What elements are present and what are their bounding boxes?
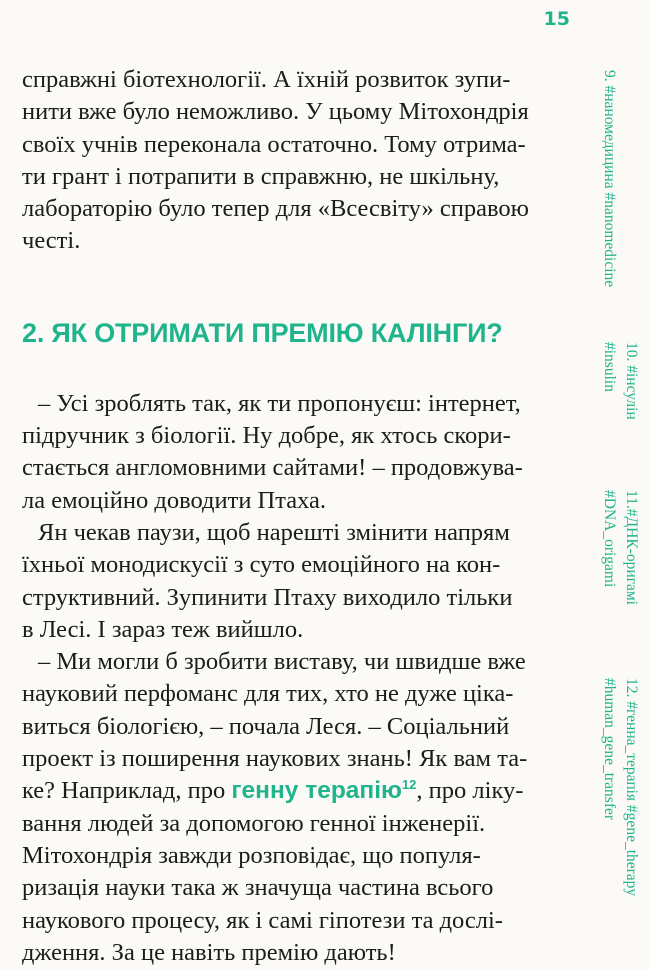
glossary-term-link[interactable] xyxy=(231,777,416,804)
text-line: в Лесі. І зараз теж вийшло. xyxy=(22,615,304,643)
margin-note-line: 12. #генна_терапія #gene_therapy xyxy=(623,678,640,897)
text-line: дження. За це навіть премію дають! xyxy=(22,938,396,966)
text-line: Ян чекав паузи, щоб нарешті змінити напрям xyxy=(38,518,510,546)
text-line: честі. xyxy=(22,227,81,255)
footnote-marker: 12 xyxy=(401,777,417,793)
text-line: проект із поширення наукових знань! Як вам та- xyxy=(22,745,528,773)
text-line: лабораторію було тепер для «Всесвіту» справою xyxy=(22,195,529,223)
margin-note-line: 11.#ДНК-оригамі xyxy=(623,490,640,605)
text-line: стається англомовними сайтами! – продовжува- xyxy=(22,454,523,482)
text-line: вання людей за допомогою генної інженерії. xyxy=(22,809,486,837)
text-line: їхньої монодискусії з суто емоційного на кон- xyxy=(22,551,501,579)
glossary-term-text: генну терапію xyxy=(231,777,402,805)
text-line: ризація науки така ж значуща частина всього xyxy=(22,874,494,902)
margin-note-11 xyxy=(598,490,642,605)
text-line: ла емоційно доводити Птаха. xyxy=(22,486,327,514)
margin-note-9 xyxy=(598,70,620,287)
margin-note-line: 9. #наномедицина #nanomedicine xyxy=(601,70,618,288)
text-line: ти грант і потрапити в справжню, не шкільну, xyxy=(22,162,500,190)
text-line-prefix: ке? Наприклад, про xyxy=(22,777,232,805)
margin-note-10 xyxy=(598,342,642,420)
text-line: нити вже було неможливо. У цьому Мітохондрія xyxy=(22,98,529,126)
text-line: Мітохондрія завжди розповідає, що популя- xyxy=(22,841,481,869)
dialogue-paragraph-3 xyxy=(22,646,574,969)
margin-note-12 xyxy=(598,678,642,896)
section-heading: 2. ЯК ОТРИМАТИ ПРЕМІЮ КАЛІНГИ? xyxy=(22,317,503,348)
margin-notes-sidebar xyxy=(596,52,650,957)
main-text-column xyxy=(22,64,574,969)
text-line-suffix: , про ліку- xyxy=(416,777,524,805)
dialogue-paragraph-1 xyxy=(22,388,574,517)
margin-note-line: #human_gene_transfer xyxy=(601,678,618,821)
margin-note-line: 10. #інсулін xyxy=(623,342,640,420)
text-line: своїх учнів переконала остаточно. Тому отрима- xyxy=(22,130,526,158)
text-line: справжні біотехнології. А їхній розвиток зупи- xyxy=(22,66,511,93)
text-line: наукового процесу, як і самі гіпотези та дослі- xyxy=(22,906,503,934)
page-number: 15 xyxy=(543,8,570,30)
text-line: науковий перфоманс для тих, хто не дуже ціка- xyxy=(22,680,514,708)
text-line: – Усі зроблять так, як ти пропонуєш: інтернет, xyxy=(38,389,521,417)
margin-note-line: #DNA_origami xyxy=(601,490,618,588)
text-line: підручник з біології. Ну добре, як хтось скори- xyxy=(22,422,511,450)
margin-note-line: #insulin xyxy=(601,342,618,392)
text-line: – Ми могли б зробити виставу, чи швидше вже xyxy=(38,648,526,676)
intro-paragraph xyxy=(22,64,574,258)
text-line: структивний. Зупинити Птаху виходило тільки xyxy=(22,583,513,611)
text-line: виться біологією, – почала Леся. – Соціальний xyxy=(22,712,510,740)
narration-paragraph-2 xyxy=(22,517,574,646)
